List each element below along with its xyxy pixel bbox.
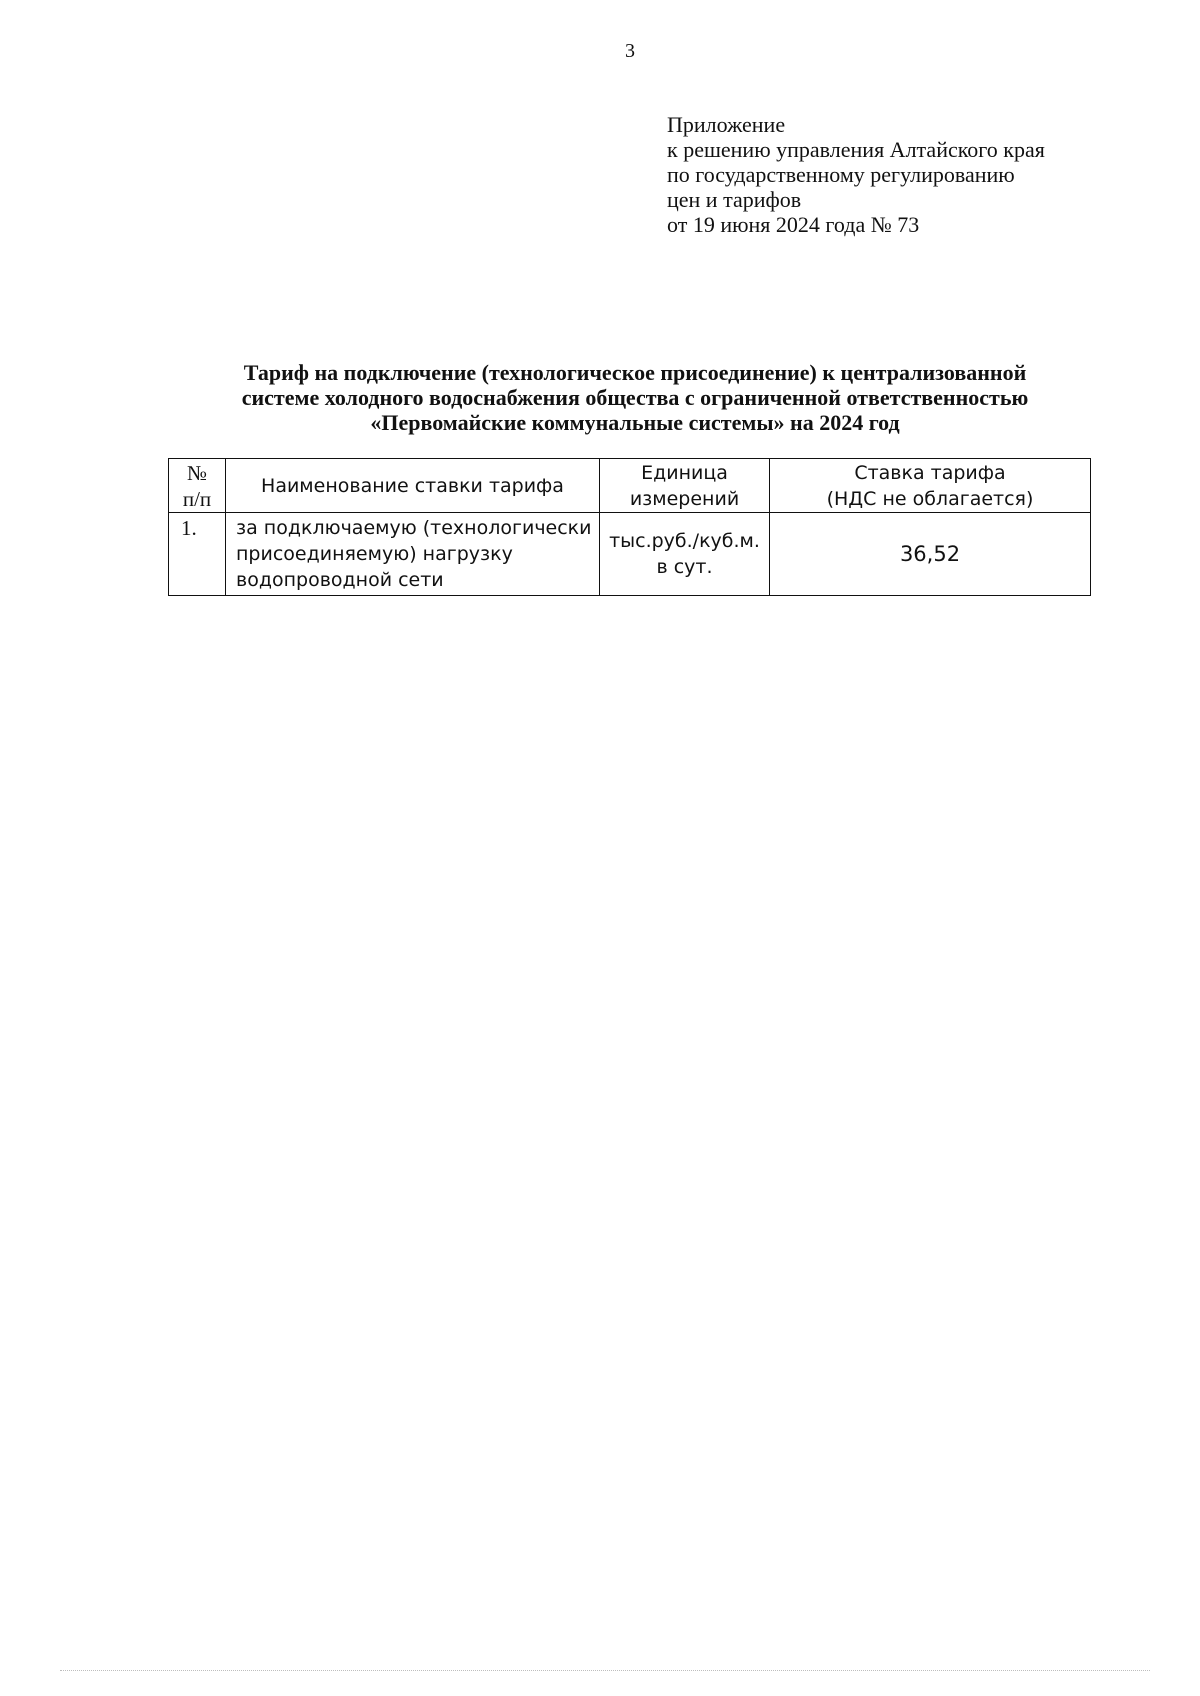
row-number: 1. [169,513,226,596]
title-line: Тариф на подключение (технологическое присоединение) к централизованной [243,360,1027,385]
document-title [150,360,1120,435]
header-number [169,459,226,513]
header-rate [770,459,1091,513]
appendix-line: Приложение [667,112,786,137]
page-number: 3 [625,40,635,62]
title-line: системе холодного водоснабжения общества с ограниченной ответственностью [241,385,1029,410]
row-unit-line: в сут. [656,556,713,578]
appendix-line: к решению управления Алтайского края [667,137,1045,162]
row-unit [600,513,770,596]
header-number-line: п/п [182,486,212,511]
title-line: «Первомайские коммунальные системы» на 2024 год [370,410,900,435]
table-row [169,513,1091,596]
table-header-row [169,459,1091,513]
appendix-line: по государственному регулированию [667,162,1015,187]
row-rate-name-line: за подключаемую (технологически [236,517,592,539]
header-rate-name: Наименование ставки тарифа [226,459,600,513]
header-rate-line: (НДС не облагается) [826,487,1034,510]
header-number-line: № [186,460,208,485]
tariff-table [168,458,1091,596]
row-rate-name-line: присоединяемую) нагрузку [236,543,513,565]
header-rate-line: Ставка тарифа [854,461,1006,484]
scan-edge-line [60,1670,1150,1671]
header-unit [600,459,770,513]
row-unit-line: тыс.руб./куб.м. [609,530,760,552]
header-unit-line: измерений [629,487,740,510]
row-rate-name [226,513,600,596]
appendix-line: от 19 июня 2024 года № 73 [667,212,920,237]
row-rate-name-line: водопроводной сети [236,569,444,591]
header-unit-line: Единица [641,461,728,484]
appendix-line: цен и тарифов [667,187,802,212]
appendix-block [667,112,1187,237]
row-rate-value: 36,52 [770,513,1091,596]
